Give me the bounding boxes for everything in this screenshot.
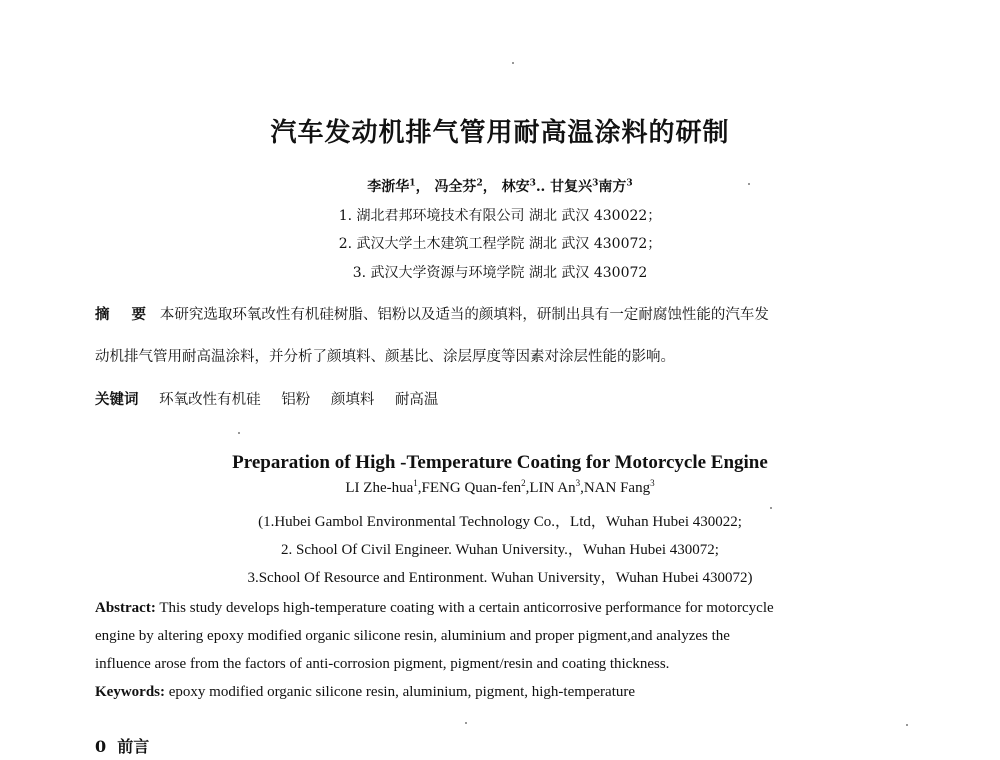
paper-title-cn: 汽车发动机排气管用耐高温涂料的研制 bbox=[270, 118, 730, 148]
author-affil-mark: 3 bbox=[650, 478, 655, 488]
abstract-cn-text-1: 本研究选取环氧改性有机硅树脂、铝粉以及适当的颜填料，研制出具有一定耐腐蚀性能的汽车发 bbox=[159, 307, 769, 323]
author-affil-mark: 1 bbox=[413, 478, 418, 488]
author-affil-mark: 3 bbox=[592, 178, 599, 189]
affiliation-cn-2: 2. 武汉大学土木建筑工程学院 湖北 武汉 430072； bbox=[338, 236, 662, 252]
scan-speck bbox=[512, 62, 514, 64]
affiliation-en-1: (1.Hubei Gambol Environmental Technology Co.，Ltd，Wuhan Hubei 430022; bbox=[258, 514, 742, 530]
abstract-cn-line-2: 动机排气管用耐高温涂料，并分析了颜填料、颜基比、涂层厚度等因素对涂层性能的影响。 bbox=[95, 349, 675, 365]
author-name: 甘复兴 bbox=[550, 179, 593, 195]
author-name: FENG Quan-fen bbox=[421, 480, 522, 496]
keywords-en-label: Keywords: bbox=[95, 684, 165, 700]
scan-speck bbox=[906, 724, 908, 726]
author-separator: ‥ bbox=[535, 179, 546, 195]
author-affil-mark: 3 bbox=[626, 178, 633, 189]
author-affil-mark: 3 bbox=[529, 178, 536, 189]
scan-speck bbox=[748, 183, 750, 185]
keywords-en-text: epoxy modified organic silicone resin, aluminium, pigment, high-temperature bbox=[168, 684, 636, 700]
scan-speck bbox=[770, 507, 772, 509]
author-separator: , bbox=[525, 480, 530, 496]
paper-title-en: Preparation of High -Temperature Coating for Motorcycle Engine bbox=[232, 452, 768, 473]
author-separator: ， bbox=[482, 179, 497, 195]
author-affil-mark: 2 bbox=[521, 478, 526, 488]
abstract-cn-line-1 bbox=[95, 303, 925, 327]
keywords-en bbox=[95, 678, 915, 706]
section-number: 0 bbox=[95, 737, 107, 756]
keyword-cn: 铝粉 bbox=[281, 392, 311, 408]
author-affil-mark: 3 bbox=[575, 478, 581, 488]
section-heading bbox=[95, 734, 149, 757]
abstract-cn-label-1: 摘 bbox=[95, 307, 110, 323]
keywords-cn bbox=[95, 388, 454, 409]
abstract-en-label: Abstract: bbox=[95, 600, 156, 616]
author-name: 李浙华 bbox=[367, 179, 410, 195]
author-list-cn bbox=[0, 176, 1000, 196]
abstract-en-line-1 bbox=[95, 594, 915, 622]
author-name: LIN An bbox=[529, 480, 576, 496]
keyword-cn: 耐高温 bbox=[394, 392, 439, 408]
keyword-cn: 环氧改性有机硅 bbox=[159, 392, 261, 408]
affiliation-en-2: 2. School Of Civil Engineer. Wuhan University.，Wuhan Hubei 430072; bbox=[281, 542, 719, 558]
abstract-cn-label-2: 要 bbox=[131, 307, 146, 323]
author-name: LI Zhe-hua bbox=[345, 480, 414, 496]
author-separator: ， bbox=[415, 179, 430, 195]
keyword-cn: 颜填料 bbox=[330, 392, 375, 408]
affiliation-cn-3: 3. 武汉大学资源与环境学院 湖北 武汉 430072 bbox=[352, 265, 648, 281]
author-affil-mark: 2 bbox=[476, 178, 483, 189]
author-name: 南方 bbox=[598, 179, 627, 195]
author-separator: , bbox=[417, 480, 422, 496]
scan-speck bbox=[238, 432, 240, 434]
author-name: 林安 bbox=[501, 179, 530, 195]
author-separator: , bbox=[580, 480, 584, 496]
abstract-en-line-3: influence arose from the factors of anti-corrosion pigment, pigment/resin and coating thickness. bbox=[95, 656, 670, 672]
section-title: 前言 bbox=[117, 737, 150, 756]
affiliation-en-3: 3.School Of Resource and Entironment. Wuhan University，Wuhan Hubei 430072) bbox=[247, 570, 753, 586]
author-affil-mark: 1 bbox=[409, 178, 416, 189]
abstract-en-line-2: engine by altering epoxy modified organic silicone resin, aluminium and proper pigment,and analyzes the bbox=[95, 628, 730, 644]
affiliation-cn-1: 1. 湖北君邦环境技术有限公司 湖北 武汉 430022； bbox=[338, 208, 662, 224]
abstract-en-text-1: This study develops high-temperature coating with a certain anticorrosive performance for motorcycle bbox=[159, 600, 774, 616]
scan-speck bbox=[465, 722, 467, 724]
author-name: NAN Fang bbox=[583, 480, 651, 496]
author-name: 冯全芬 bbox=[434, 179, 477, 195]
author-list-en bbox=[0, 480, 1000, 497]
keywords-cn-label: 关键词 bbox=[95, 392, 139, 408]
